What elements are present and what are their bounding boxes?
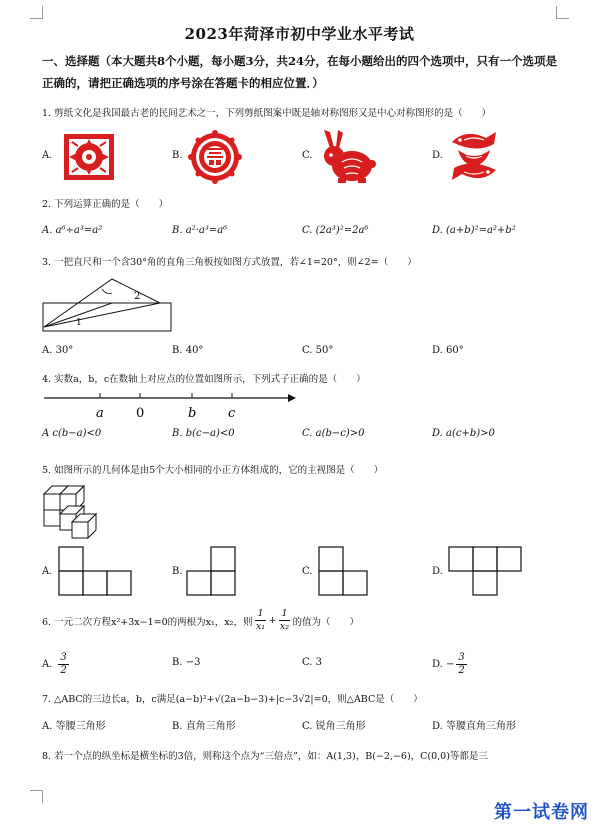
axis-label-c: c bbox=[228, 406, 236, 421]
question-5-stem: 5. 如图所示的几何体是由5个大小相同的小正方体组成的，它的主视图是（ ） bbox=[42, 465, 384, 476]
q6-stem-pre: 6. 一元二次方程x²+3x−1=0的两根为x₁，x₂，则 bbox=[42, 616, 253, 628]
question-3-stem: 3. 一把直尺和一个含30°角的直角三角板按如图方式放置，若∠1=20°，则∠2=（ ） bbox=[42, 257, 417, 268]
q3-option-d: D. 60° bbox=[432, 345, 464, 356]
question-2-stem: 2. 下列运算正确的是（ ） bbox=[42, 199, 169, 210]
q7-option-c: C. 锐角三角形 bbox=[302, 721, 366, 732]
q4-option-a: A c(b−a)<0 bbox=[42, 428, 102, 439]
question-1-stem: 1. 剪纸文化是我国最古老的民间艺术之一，下列剪纸图案中既是轴对称图形又是中心对称图形的是（ ） bbox=[42, 108, 492, 119]
axis-label-zero: 0 bbox=[136, 406, 145, 421]
q6-option-c: C. 3 bbox=[302, 657, 323, 668]
papercut-double-happiness-icon bbox=[186, 130, 244, 184]
q6-option-d-frac: $\frac{3}{2}$ bbox=[458, 652, 465, 676]
q3-option-a: A. 30° bbox=[42, 345, 74, 356]
site-watermark: 第一试卷网 bbox=[494, 802, 589, 823]
papercut-rabbit-icon bbox=[316, 128, 376, 186]
q5-option-a-view bbox=[58, 546, 134, 598]
section-heading: 一、选择题（本大题共8个小题，每小题3分，共24分，在每小题给出的四个选项中，只有一个选项是正确的，请把正确选项的序号涂在答题卡的相应位置．） bbox=[42, 54, 558, 90]
q1-option-a: A. bbox=[42, 150, 53, 161]
papercut-flower-icon bbox=[60, 132, 118, 182]
question-6-stem: 6. 一元二次方程x²+3x−1=0的两根为x₁，x₂，则 $\frac{1}{\text{x₁}}$ + $\frac{1}{\text{x₂}}$ 的值为（ ） bbox=[42, 608, 360, 632]
axis-label-b: b bbox=[188, 406, 197, 421]
axis-label-a: a bbox=[96, 406, 104, 421]
question-4-stem: 4. 实数a，b，c在数轴上对应点的位置如图所示，下列式子正确的是（ ） bbox=[42, 374, 366, 385]
angle-1-label: 1 bbox=[76, 318, 82, 328]
q6-stem-post: 的值为（ ） bbox=[292, 616, 360, 628]
q5-option-c: C. bbox=[302, 566, 313, 577]
q4-option-c: C. a(b−c)>0 bbox=[302, 428, 365, 439]
papercut-fish-icon bbox=[446, 128, 502, 184]
q3-option-c: C. 50° bbox=[302, 345, 334, 356]
q7-option-a: A. 等腰三角形 bbox=[42, 721, 106, 732]
q7-option-d: D. 等腰直角三角形 bbox=[432, 721, 517, 732]
q4-option-d: D. a(c+b)>0 bbox=[432, 428, 495, 439]
q7-option-b: B. 直角三角形 bbox=[172, 721, 236, 732]
ruler-triangle-figure bbox=[42, 277, 174, 335]
q5-option-d-view bbox=[448, 546, 524, 598]
q5-option-d: D. bbox=[432, 566, 443, 577]
q5-option-a: A. bbox=[42, 566, 53, 577]
q1-option-b: B. bbox=[172, 150, 183, 161]
q2-option-a: A. a⁶÷a³=a² bbox=[42, 225, 103, 236]
q6-option-a: A. $\frac{3}{2}$ bbox=[42, 652, 67, 676]
q1-option-c: C. bbox=[302, 150, 313, 161]
q2-option-d: D. (a+b)²=a²+b² bbox=[432, 225, 516, 236]
q5-option-b-view bbox=[186, 546, 238, 598]
crop-mark-bottom-left bbox=[30, 790, 43, 803]
q6-frac-2: $\frac{1}{\text{x₂}}$ bbox=[279, 608, 290, 632]
q6-frac-1: $\frac{1}{\text{x₁}}$ bbox=[255, 608, 266, 632]
q2-option-b: B. a²·a³=a⁶ bbox=[172, 225, 228, 236]
question-8-stem: 8. 若一个点的纵坐标是横坐标的3倍，则称这个点为“三倍点”，如：A(1,3)，B(−2,−6)，C(0,0)等都是三 bbox=[42, 751, 488, 762]
exam-title: 2023年菏泽市初中学业水平考试 bbox=[184, 25, 415, 43]
q6-option-a-frac: $\frac{3}{2}$ bbox=[60, 652, 67, 676]
angle-2-label: 2 bbox=[134, 291, 141, 302]
crop-mark-top-left bbox=[30, 6, 43, 19]
q5-option-b: B. bbox=[172, 566, 183, 577]
q6-option-d: D. − $\frac{3}{2}$ bbox=[432, 652, 465, 676]
number-line-figure bbox=[42, 388, 298, 422]
question-7-stem: 7. △ABC的三边长a，b，c满足(a−b)²+√(2a−b−3)+|c−3√2|=0，则△ABC是（ ） bbox=[42, 694, 423, 705]
cubes-solid-figure bbox=[42, 484, 104, 542]
q6-option-b: B. −3 bbox=[172, 657, 201, 668]
crop-mark-top-right bbox=[556, 6, 569, 19]
q1-option-d: D. bbox=[432, 150, 443, 161]
q5-option-c-view bbox=[318, 546, 370, 598]
q2-option-c: C. (2a³)²=2a⁶ bbox=[302, 225, 369, 236]
q3-option-b: B. 40° bbox=[172, 345, 204, 356]
q4-option-b: B. b(c−a)<0 bbox=[172, 428, 235, 439]
